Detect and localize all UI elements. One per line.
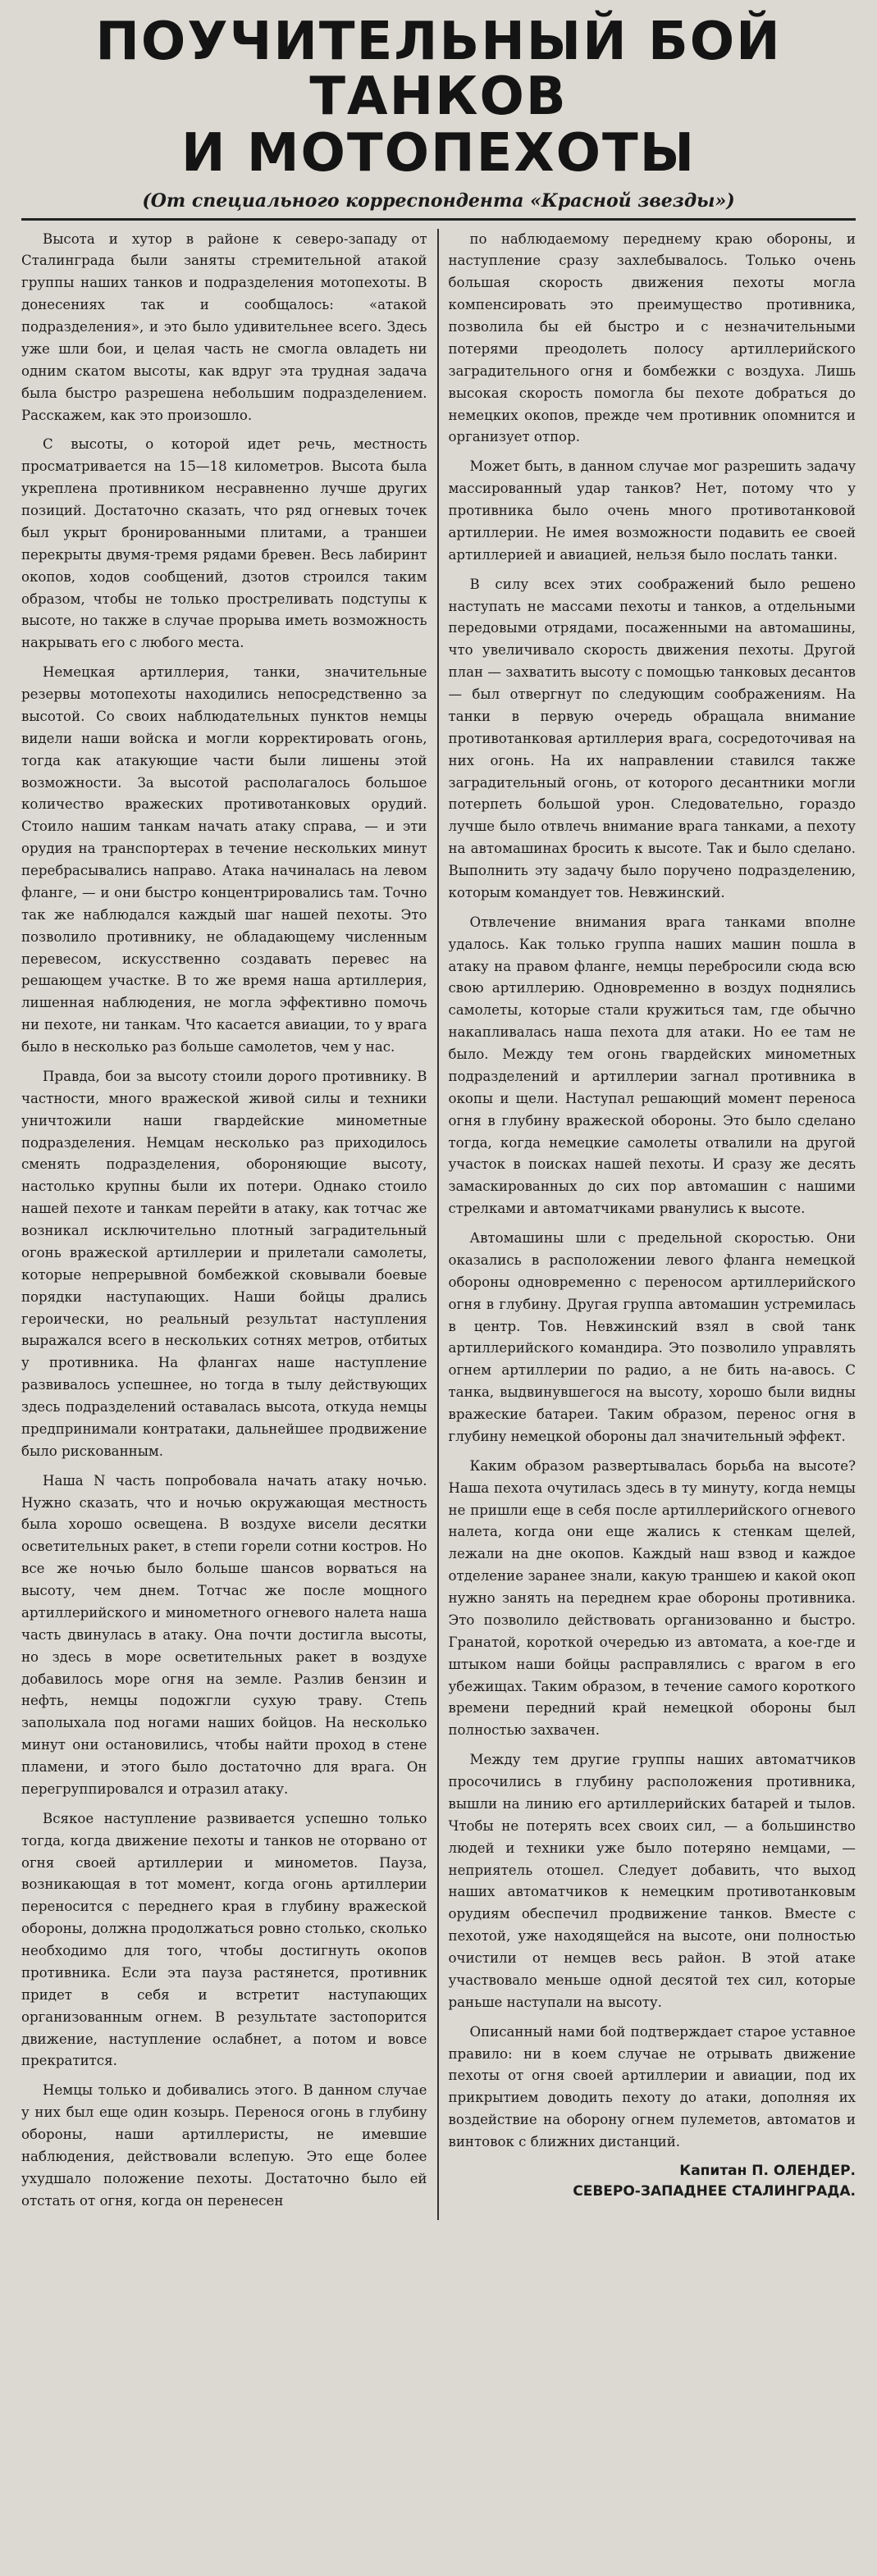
paragraph: Описанный нами бой подтверждает старое уставное правило: ни в коем случае не отрывать движение пехоты от огня своей артиллерии и авиации, под их прикрытием доводить пехоту до атаки, дополняя их воздействие на оборону огнем пулеметов, автоматов и винтовок с ближних дистанций. [448, 2023, 856, 2150]
paragraph: Правда, бои за высоту стоили дорого противнику. В частности, много вражеской живой силы и техники уничтожили наши гвардейские минометные подразделения. Немцам несколько раз приходилось сменять подразделения, обороняющие высоту, настолько крупны были их потери. Однако стоило нашей пехоте и танкам перейти в атаку, как тотчас же возникал исключительно плотный заградительный огонь вражеской артиллерии и прилетали самолеты, которые непрерывной бомбежкой сковывали боевые порядки наступающих. Наши бойцы дрались героически, но реальный результат наступления выражался всего в нескольких сотнях метров, отбитых у противника. На флангах наше наступление развивалось успешнее, но тогда в тылу действующих здесь подразделений оставалась высота, откуда немцы предпринимали контратаки, дальнейшее продвижение было рискованным. [21, 1068, 427, 1459]
title-divider [21, 218, 856, 221]
paragraph: Немцы только и добивались этого. В данном случае у них был еще один козырь. Перенося огонь в глубину обороны, наши артиллеристы, не имевшие наблюдения, действовали вслепую. Это еще более ухудшало положение пехоты. Достаточно было ей отстать от огня, когда он перенесен [21, 2082, 427, 2209]
paragraph: Высота и хутор в районе к северо-западу от Сталинграда были заняты стремительной атакой группы наших танков и подразделения мотопехоты. В донесениях так и сообщалось: «атакой подразделения», и это было удивительнее всего. Здесь уже шли бои, и целая часть не смогла овладеть ни одним скатом высоты, как вдруг эта трудная задача была быстро разрешена небольшим подразделением. Расскажем, как это произошло. [21, 230, 427, 423]
paragraph: Немецкая артиллерия, танки, значительные резервы мотопехоты находились непосредственно за высотой. Со своих наблюдательных пунктов немцы видели наши войска и могли корректировать огонь, тогда как атакующие части были лишены этой возможности. За высотой располагалось большое количество вражеских противотанковых орудий. Стоило нашим танкам начать атаку справа, — и эти орудия на транспортерах в течение нескольких минут перебрасывались направо. Атака начиналась на левом фланге, — и они быстро концентрировались там. Точно так же наблюдался каждый шаг нашей пехоты. Это позволило противнику, не обладающему численным перевесом, искусственно создавать перевес на решающем участке. В то же время наша артиллерия, лишенная наблюдения, не могла эффективно помочь ни пехоте, ни танкам. Что касается авиации, то у врага было в несколько раз больше самолетов, чем у нас. [21, 664, 427, 1055]
dateline-place: СЕВЕРО-ЗАПАДНЕЕ СТАЛИНГРАДА. [573, 2183, 856, 2200]
article-title [21, 11, 856, 185]
paragraph: Автомашины шли с предельной скоростью. Они оказались в расположении левого фланга немецкой обороны одновременно с переносом артиллерийского огня в глубину. Другая группа автомашин устремилась в центр. Тов. Невжинский взял в свой танк артиллерийского командира. Это позволило управлять огнем артиллерии по радио, а не бить на-авось. С танка, выдвинувшегося на высоту, хорошо были видны вражеские батареи. Таким образом, перенос огня в глубину немецкой обороны дал значительный эффект. [448, 1230, 856, 1444]
paragraph: Наша N часть попробовала начать атаку ночью. Нужно сказать, что и ночью окружающая местность была хорошо освещена. В воздухе висели десятки осветительных ракет, в степи горели сотни костров. Но все же ночью было больше шансов ворваться на высоту, чем днем. Тотчас же после мощного артиллерийского и минометного огневого налета наша часть двинулась в атаку. Она почти достигла высоты, но здесь в море осветительных ракет в воздухе добавилось море огня на земле. Разлив бензин и нефть, немцы подожгли сухую траву. Степь заполыхала под ногами наших бойцов. На несколько минут они остановились, чтобы найти проход в стене пламени, и этого было достаточно для врага. Он перегруппировался и отразил атаку. [21, 1472, 427, 1797]
paragraph: Всякое наступление развивается успешно только тогда, когда движение пехоты и танков не оторвано от огня своей артиллерии и минометов. Пауза, возникающая в тот момент, когда огонь артиллерии переносится с переднего края в глубину вражеской обороны, должна продолжаться ровно столько, сколько необходимо для того, чтобы достигнуть окопов противника. Если эта пауза растянется, противник придет в себя и встретит наступающих организованным огнем. В результате застопорится движение, наступление ослабнет, а потом и вовсе прекратится. [21, 1810, 427, 2069]
paragraph: Каким образом развертывалась борьба на высоте? Наша пехота очутилась здесь в ту минуту, когда немцы не пришли еще в себя после артиллерийского огневого налета, когда они еще жались к стенкам щелей, лежали на дне окопов. Каждый наш взвод и каждое отделение заранее знали, какую траншею и какой окоп нужно занять на переднем крае обороны противника. Это позволило действовать организованно и быстро. Гранатой, короткой очередью из автомата, а кое-где и штыком наши бойцы расправлялись с врагом в его убежищах. Таким образом, в течение самого короткого времени передний край немецкой обороны был полностью захвачен. [448, 1457, 856, 1739]
article-byline: (От специального корреспондента «Красной звезды») [142, 189, 735, 212]
article-title-line-2: И МОТОПЕХОТЫ [181, 123, 696, 185]
right-column [439, 229, 856, 2220]
article-body [21, 229, 856, 2220]
paragraph: Между тем другие группы наших автоматчиков просочились в глубину расположения противника, вышли на линию его артиллерийских батарей и тылов. Чтобы не потерять всех своих сил, — а большинство людей и техники уже было потеряно немцами, — неприятель отошел. Следует добавить, что выход наших автоматчиков к немецким противотанковым орудиям обеспечил продвижение танков. Вместе с пехотой, уже находящейся на высоте, они полностью очистили от немцев весь район. В этой атаке участвовало меньше одной десятой тех сил, которые раньше наступали на высоту. [448, 1752, 856, 2010]
paragraph: С высоты, о которой идет речь, местность просматривается на 15—18 километров. Высота была укреплена противником несравненно лучше других позиций. Достаточно сказать, что ряд огневых точек был укрыт бронированными плитами, а траншеи перекрыты двумя-тремя рядами бревен. Весь лабиринт окопов, ходов сообщений, дзотов строился таким образом, чтобы не только простреливать подступы к высоте, но также в случае прорыва иметь возможность накрывать его с любого места. [21, 436, 427, 651]
author-signature: Капитан П. ОЛЕНДЕР. [679, 2162, 856, 2179]
paragraph: Может быть, в данном случае мог разрешить задачу массированный удар танков? Нет, потому что у противника было очень много противотанковой артиллерии. Не имея возможности подавить ее своей артиллерией и авиацией, нельзя было послать танки. [448, 458, 856, 563]
left-column [21, 229, 439, 2220]
paragraph: по наблюдаемому переднему краю обороны, и наступление сразу захлебывалось. Только очень большая скорость движения пехоты могла компенсировать это преимущество противника, позволила бы ей быстро и с незначительными потерями преодолеть полосу артиллерийского заградительного огня и бомбежки с воздуха. Лишь высокая скорость помогла бы пехоте добраться до немецких окопов, прежде чем противник опомнится и организует отпор. [448, 230, 856, 445]
paragraph: В силу всех этих соображений было решено наступать не массами пехоты и танков, а отдельными передовыми отрядами, посаженными на автомашины, что увеличивало скорость движения пехоты. Другой план — захватить высоту с помощью танковых десантов — был отвергнут по следующим соображениям. На танки в первую очередь обращала внимание противотанковая артиллерия врага, сосредоточивая на них огонь. На их направлении ставился также заградительный огонь, от которого десантники могли потерпеть большой урон. Следовательно, гораздо лучше было отвлечь внимание врага танками, а пехоту на автомашинах бросить к высоте. Так и было сделано. Выполнить эту задачу было поручено подразделению, которым командует тов. Невжинский. [448, 576, 856, 900]
paragraph: Отвлечение внимания врага танками вполне удалось. Как только группа наших машин пошла в атаку на правом фланге, немцы перебросили сюда всю свою артиллерию. Одновременно в воздух поднялись самолеты, которые стали кружиться там, где обычно накапливалась наша пехота для атаки. Но ее там не было. Между тем огонь гвардейских минометных подразделений и артиллерии загнал противника в окопы и щели. Наступал решающий момент переноса огня в глубину вражеской обороны. Это было сделано тогда, когда немецкие самолеты отвалили на другой участок в поисках нашей пехоты. И сразу же десять замаскированных до сих пор автомашин с нашими стрелками и автоматчиками рванулись к высоте. [448, 914, 856, 1217]
signature [449, 2161, 856, 2203]
article-title-line-1: ПОУЧИТЕЛЬНЫЙ БОЙ ТАНКОВ [95, 11, 782, 128]
